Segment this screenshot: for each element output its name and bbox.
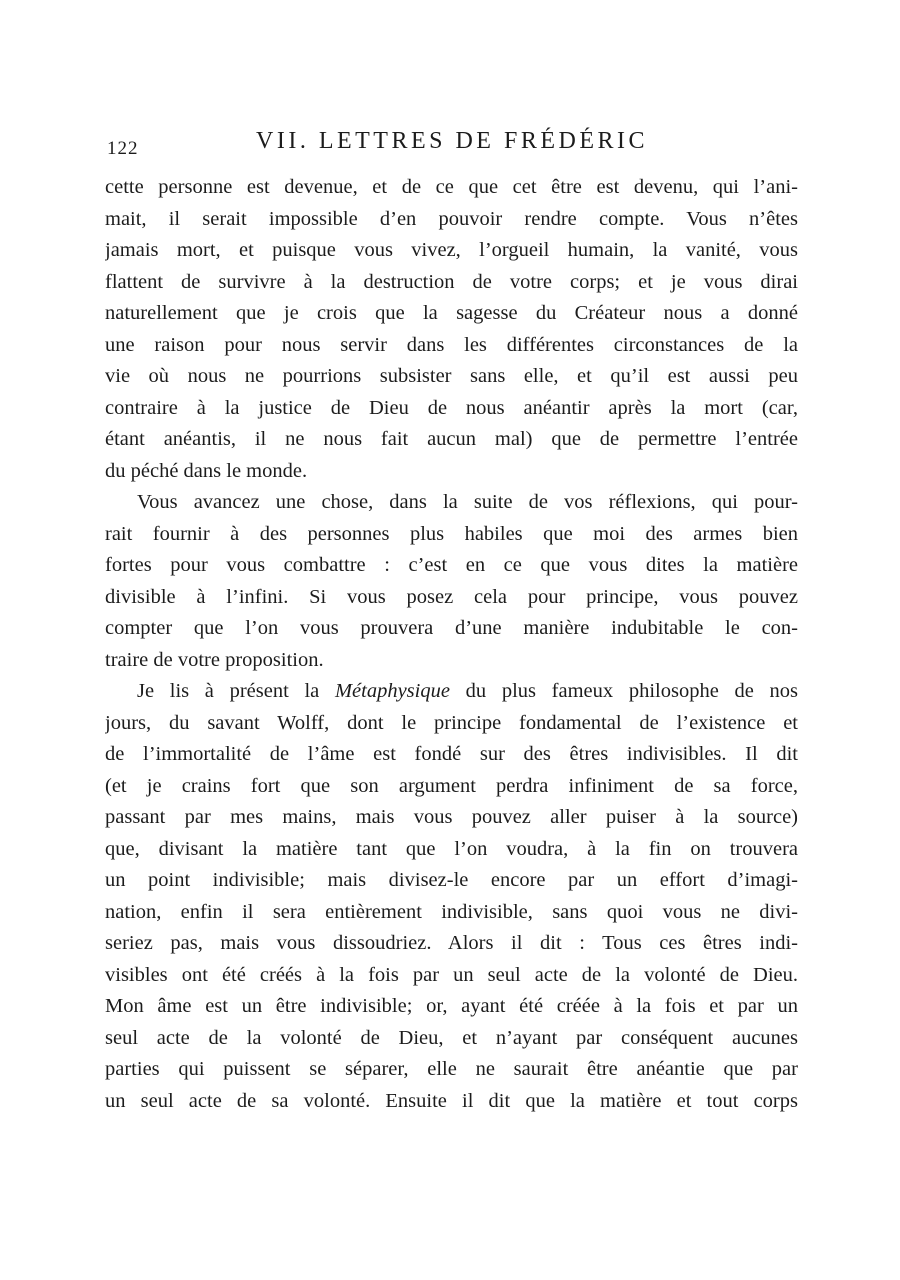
text-line: du péché dans le monde. (105, 459, 308, 482)
text-span: du plus fameux philosophe de nos (449, 680, 798, 702)
text-line: nation, enfin il sera entièrement indivisible, sans quoi vous ne divi- (105, 900, 798, 923)
text-line: mait, il serait impossible d’en pouvoir rendre compte. Vous n’êtes (105, 207, 798, 230)
text-line: flattent de survivre à la destruction de votre corps; et je vous dirai (105, 270, 798, 293)
text-line: un seul acte de sa volonté. Ensuite il dit que la matière et tout corps (105, 1089, 798, 1112)
text-line: jamais mort, et puisque vous vivez, l’orgueil humain, la vanité, vous (105, 239, 798, 261)
text-line: seriez pas, mais vous dissoudriez. Alors il dit : Tous ces êtres indi- (105, 932, 798, 954)
text-line: passant par mes mains, mais vous pouvez aller puiser à la source) (105, 806, 798, 828)
text-line: jours, du savant Wolff, dont le principe fondamental de l’existence et (105, 711, 798, 734)
text-line: étant anéantis, il ne nous fait aucun mal) que de permettre l’entrée (105, 428, 798, 450)
text-line: parties qui puissent se séparer, elle ne saurait être anéantie que par (105, 1058, 798, 1080)
running-title: VII. LETTRES DE FRÉDÉRIC (256, 128, 648, 154)
page-number: 122 (107, 138, 139, 159)
text-line (105, 676, 798, 708)
text-line: Vous avancez une chose, dans la suite de vos réflexions, qui pour- (137, 491, 798, 513)
text-line: traire de votre proposition. (105, 648, 324, 671)
text-line: naturellement que je crois que la sagesse du Créateur nous a donné (105, 302, 798, 324)
text-line: (et je crains fort que son argument perdra infiniment de sa force, (105, 774, 798, 797)
text-line: divisible à l’infini. Si vous posez cela pour principe, vous pouvez (105, 585, 798, 608)
running-head (107, 128, 797, 164)
text-line: visibles ont été créés à la fois par un seul acte de la volonté de Dieu. (105, 963, 798, 986)
text-line: seul acte de la volonté de Dieu, et n’ayant par conséquent aucunes (105, 1026, 798, 1049)
text-line: un point indivisible; mais divisez-le encore par un effort d’imagi- (105, 869, 798, 891)
text-line: que, divisant la matière tant que l’on voudra, à la fin on trouvera (105, 837, 798, 860)
text-line: rait fournir à des personnes plus habiles que moi des armes bien (105, 522, 798, 545)
text-line: vie où nous ne pourrions subsister sans elle, et qu’il est aussi peu (105, 365, 798, 387)
text-line: contraire à la justice de Dieu de nous anéantir après la mort (car, (105, 396, 798, 419)
text-line: une raison pour nous servir dans les différentes circonstances de la (105, 333, 798, 356)
text-line: compter que l’on vous prouvera d’une manière indubitable le con- (105, 617, 798, 639)
text-line: de l’immortalité de l’âme est fondé sur des êtres indivisibles. Il dit (105, 743, 798, 765)
text-line: fortes pour vous combattre : c’est en ce que vous dites la matière (105, 554, 798, 576)
text-line: Mon âme est un être indivisible; or, ayant été créée à la fois et par un (105, 995, 798, 1017)
text-span: Je lis à présent la (137, 680, 335, 702)
book-title: Métaphysique (334, 680, 450, 702)
text-line: cette personne est devenue, et de ce que cet être est devenu, qui l’ani- (105, 176, 798, 198)
body-text (105, 172, 798, 1117)
